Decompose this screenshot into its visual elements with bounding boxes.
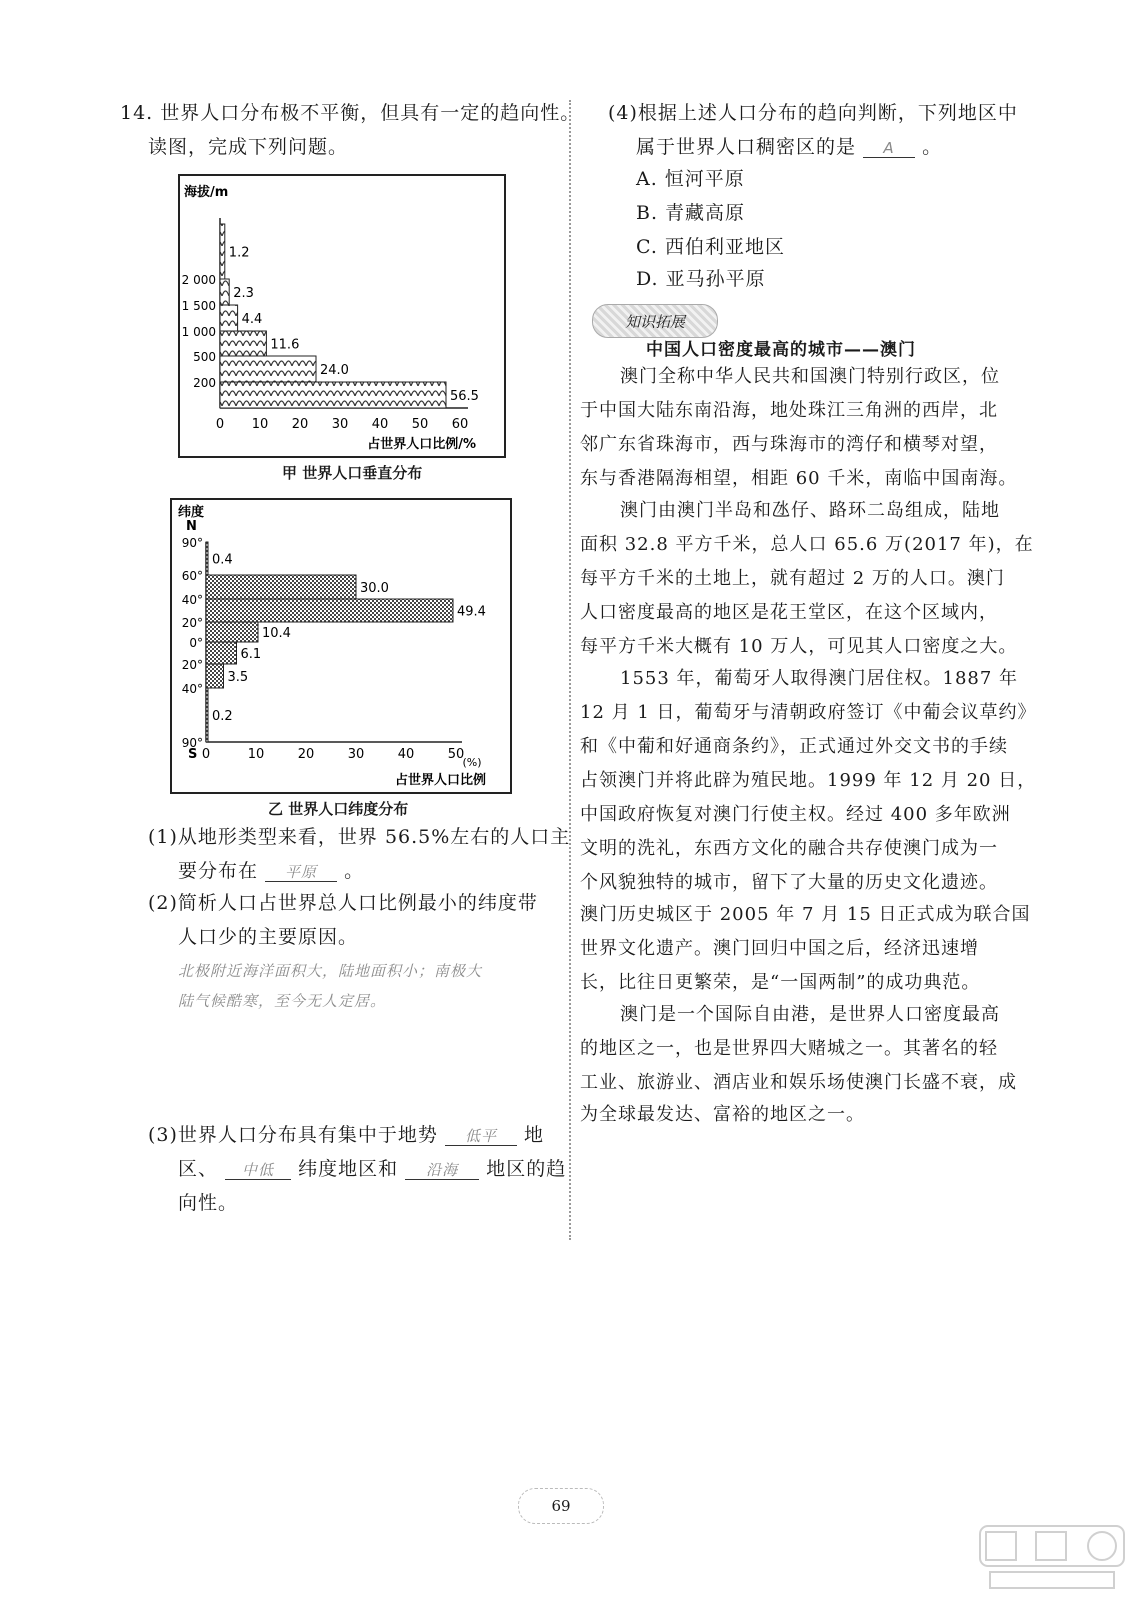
- extension-line: 每平方千米的土地上，就有超过 2 万的人口。澳门: [580, 568, 1005, 589]
- q3-line3: 向性。: [178, 1192, 239, 1214]
- chart-vertical-svg: [180, 176, 504, 456]
- q2-line1: (2)简析人口占世界总人口比例最小的纬度带: [148, 892, 538, 914]
- extension-line: 为全球最发达、富裕的地区之一。: [580, 1104, 865, 1125]
- chart-vertical-xtick: 40: [371, 417, 389, 432]
- chart-vertical-xtick: 20: [291, 417, 309, 432]
- q3-line2-suffix: 地区的趋: [486, 1158, 567, 1180]
- q3-answer1-blank: 低平: [445, 1127, 517, 1146]
- q3-prefix: (3)世界人口分布具有集中于地势: [148, 1124, 438, 1146]
- chart-latitude-ytick: 0°: [189, 636, 203, 650]
- q1-answer-blank: 平原: [265, 863, 337, 882]
- chart-vertical-ytick: 2 000: [181, 273, 216, 287]
- q4-option-c: C. 西伯利亚地区: [636, 236, 785, 258]
- chart-vertical-xtick: 10: [251, 417, 269, 432]
- q3-line2-mid: 纬度地区和: [298, 1158, 399, 1180]
- q2-answer-line1: 北极附近海洋面积大，陆地面积小；南极大: [178, 962, 483, 980]
- extension-line: 邻广东省珠海市，西与珠海市的湾仔和横琴对望，: [580, 434, 998, 455]
- column-divider: [569, 100, 571, 1240]
- extension-line: 文明的洗礼，东西方文化的融合共存使澳门成为一: [580, 838, 998, 859]
- chart-latitude-bar: [206, 664, 224, 688]
- q4-suffix: 。: [922, 136, 943, 158]
- chart-latitude-ytick: 40°: [181, 682, 203, 696]
- chart-vertical-bar-label: 4.4: [241, 312, 263, 327]
- chart-vertical-ytick: 200: [193, 376, 216, 390]
- q3-line1: [148, 1124, 544, 1147]
- extension-line: 于中国大陆东南沿海，地处珠江三角洲的西岸，北: [580, 400, 998, 421]
- chart-vertical-xtick: 60: [451, 417, 469, 432]
- chart-latitude-ylabel-s: S: [188, 747, 198, 762]
- chart-vertical-bar: [220, 279, 229, 305]
- chart-vertical-ylabel: 海拔/m: [184, 185, 229, 200]
- chart-latitude-bar: [206, 599, 453, 622]
- extension-line: 工业、旅游业、酒店业和娱乐场使澳门长盛不衰，成: [580, 1072, 1017, 1093]
- chart-vertical-bar: [220, 356, 316, 382]
- q4-answer-blank: A: [863, 139, 915, 158]
- chart-vertical-bar: [220, 331, 266, 356]
- chart-latitude-bar: [206, 622, 258, 642]
- chart-latitude-bar-label: 0.4: [212, 552, 233, 568]
- chart-latitude-ylabel: 纬度: [178, 505, 205, 520]
- chart-latitude-bar-label: 3.5: [227, 670, 249, 685]
- q4-option-b: B. 青藏高原: [636, 202, 746, 224]
- extension-line: 和《中葡和好通商条约》，正式通过外交文书的手续: [580, 736, 1008, 757]
- chart-latitude-xlabel: 占世界人口比例: [394, 773, 486, 788]
- chart-vertical-xtick: 30: [331, 417, 349, 432]
- q2-answer-line2: 陆气候酷寒，至今无人定居。: [178, 992, 387, 1010]
- chart-latitude-caption: 乙 世界人口纬度分布: [268, 800, 409, 818]
- extension-line: 每平方千米大概有 10 万人，可见其人口密度之大。: [580, 636, 1018, 657]
- q2-line2: 人口少的主要原因。: [178, 926, 359, 948]
- q1-suffix: 。: [344, 860, 365, 882]
- chart-latitude-distribution: [170, 498, 512, 794]
- chart-vertical-xtick: 50: [411, 417, 429, 432]
- chart-vertical-bar: [220, 382, 446, 408]
- chart-vertical-bar: [220, 305, 238, 331]
- chart-latitude-bar: [206, 542, 208, 575]
- extension-title: 中国人口密度最高的城市——澳门: [646, 340, 916, 360]
- chart-latitude-xtick: 50: [447, 747, 465, 762]
- chart-latitude-bar-label: 30.0: [360, 581, 389, 596]
- question-intro-line2: 读图，完成下列问题。: [148, 136, 349, 158]
- extension-line: 人口密度最高的地区是花王堂区，在这个区域内，: [580, 602, 998, 623]
- q4-option-d: D. 亚马孙平原: [636, 268, 766, 290]
- chart-latitude-xtick: 10: [247, 747, 265, 762]
- question-intro-line1: 14. 世界人口分布极不平衡，但具有一定的趋向性。: [120, 102, 581, 124]
- extension-line: 澳门是一个国际自由港，是世界人口密度最高: [620, 1004, 1000, 1025]
- watermark-logo: [978, 1524, 1126, 1594]
- chart-latitude-xtick: 20: [297, 747, 315, 762]
- q1-prefix: 要分布在: [178, 860, 259, 882]
- extension-line: 澳门全称中华人民共和国澳门特别行政区，位: [620, 366, 1000, 387]
- chart-latitude-bar-label: 0.2: [212, 709, 233, 724]
- chart-latitude-xtick: 30: [347, 747, 365, 762]
- chart-latitude-bar-label: 10.4: [262, 626, 291, 641]
- chart-vertical-ytick: 1 500: [181, 299, 216, 313]
- extension-line: 澳门历史城区于 2005 年 7 月 15 日正式成为联合国: [580, 904, 1031, 925]
- chart-latitude-bar: [206, 688, 208, 742]
- q4-prefix: 属于世界人口稠密区的是: [636, 136, 857, 158]
- chart-vertical-ytick: 1 000: [181, 325, 216, 339]
- extension-line: 中国政府恢复对澳门行使主权。经过 400 多年欧洲: [580, 804, 1011, 825]
- chart-vertical-caption: 甲 世界人口垂直分布: [282, 464, 423, 482]
- extension-line: 12 月 1 日，葡萄牙与清朝政府签订《中葡会议草约》: [580, 702, 1037, 723]
- extension-line: 个风貌独特的城市，留下了大量的历史文化遗迹。: [580, 872, 998, 893]
- q4-line2: [636, 136, 942, 159]
- watermark-icon: [978, 1524, 1126, 1594]
- chart-latitude-ytick: 90°: [181, 536, 203, 550]
- q4-option-a: A. 恒河平原: [636, 168, 745, 190]
- chart-latitude-xunit: (%): [462, 756, 482, 769]
- chart-latitude-ytick: 20°: [181, 658, 203, 672]
- extension-line: 面积 32.8 平方千米，总人口 65.6 万(2017 年)，在: [580, 534, 1034, 555]
- chart-latitude-ytick: 60°: [181, 569, 203, 583]
- chart-vertical-bar-label: 24.0: [320, 363, 349, 378]
- chart-vertical-bar: [220, 224, 225, 279]
- q1-line1: (1)从地形类型来看，世界 56.5%左右的人口主: [148, 826, 571, 848]
- chart-latitude-bar-label: 49.4: [457, 604, 486, 620]
- chart-latitude-ytick: 90°: [181, 736, 203, 750]
- chart-vertical-bar-label: 2.3: [233, 286, 254, 301]
- q3-line1-suffix: 地: [524, 1124, 545, 1146]
- extension-line: 长，比往日更繁荣，是“一国两制”的成功典范。: [580, 972, 981, 993]
- chart-latitude-bar: [206, 642, 237, 664]
- chart-vertical-xtick: 0: [215, 417, 225, 432]
- extension-line: 世界文化遗产。澳门回归中国之后，经济迅速增: [580, 938, 979, 959]
- q3-line2: [178, 1158, 566, 1181]
- chart-latitude-ytick: 20°: [181, 616, 203, 630]
- chart-latitude-ylabel-n: N: [186, 519, 197, 534]
- extension-line: 占领澳门并将此辟为殖民地。1999 年 12 月 20 日，: [580, 770, 1037, 791]
- chart-vertical-ytick: 500: [193, 350, 216, 364]
- page-number: 69: [518, 1488, 604, 1524]
- chart-latitude-xtick: 0: [201, 747, 211, 762]
- extension-line: 东与香港隔海相望，相距 60 千米，南临中国南海。: [580, 468, 1018, 489]
- chart-vertical-bar-label: 56.5: [450, 389, 479, 404]
- chart-latitude-bar: [206, 575, 356, 599]
- chart-vertical-bar-label: 11.6: [270, 337, 300, 353]
- chart-vertical-distribution: [178, 174, 506, 458]
- q3-answer2-blank: 中低: [225, 1161, 291, 1180]
- q3-answer3-blank: 沿海: [405, 1161, 479, 1180]
- chart-vertical-bar-label: 1.2: [228, 245, 250, 261]
- chart-latitude-xtick: 40: [397, 747, 415, 762]
- q1-line2: [178, 860, 364, 883]
- extension-line: 澳门由澳门半岛和氹仔、路环二岛组成，陆地: [620, 500, 1000, 521]
- chart-latitude-svg: [172, 500, 510, 792]
- chart-vertical-xlabel: 占世界人口比例/%: [367, 437, 476, 452]
- knowledge-extension-tag: [592, 304, 718, 338]
- q4-line1: (4)根据上述人口分布的趋向判断，下列地区中: [608, 102, 1018, 124]
- q3-line2-prefix: 区、: [178, 1158, 219, 1180]
- knowledge-extension-tag-label: 知识拓展: [624, 313, 685, 331]
- extension-line: 1553 年，葡萄牙人取得澳门居住权。1887 年: [620, 668, 1019, 689]
- chart-latitude-bar-label: 6.1: [240, 647, 262, 662]
- extension-line: 的地区之一，也是世界四大赌城之一。其著名的轻: [580, 1038, 998, 1059]
- chart-latitude-ytick: 40°: [181, 593, 203, 607]
